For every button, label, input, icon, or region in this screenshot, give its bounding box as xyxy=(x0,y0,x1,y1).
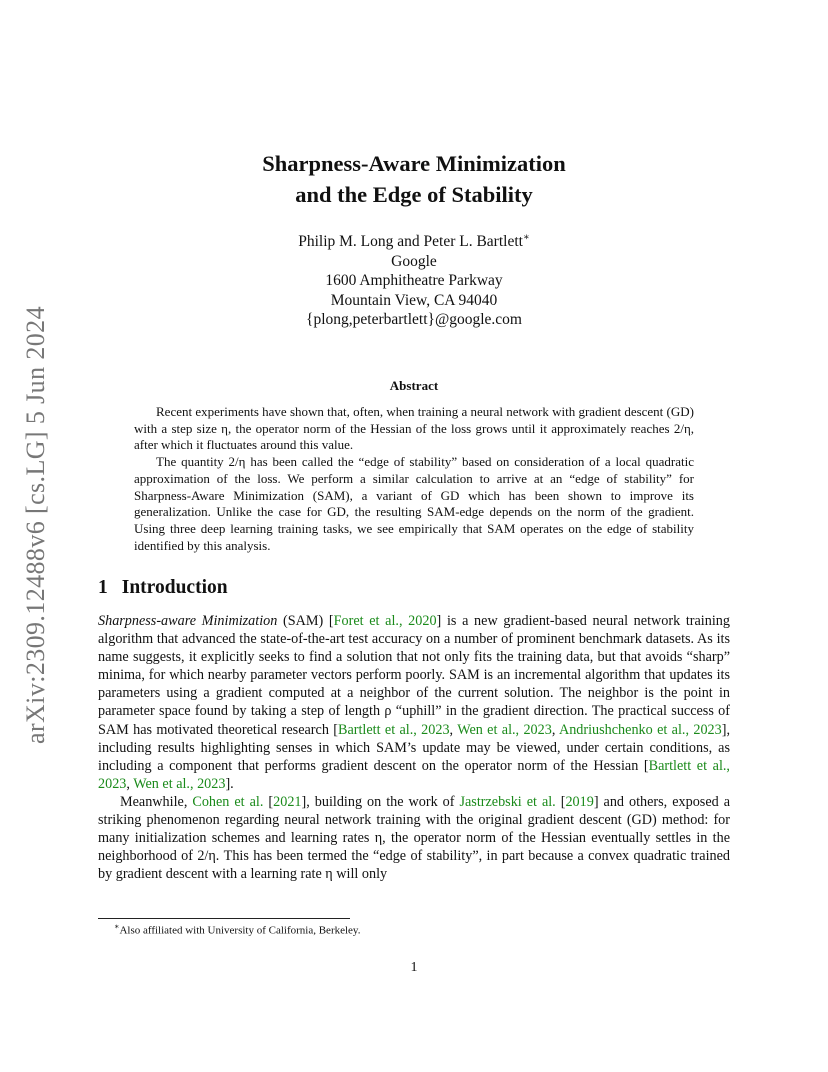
author-names-line xyxy=(100,228,728,252)
intro-paragraph-1 xyxy=(98,612,730,793)
citation-link[interactable]: Jastrzebski et al. xyxy=(459,793,556,810)
text-run: ]. xyxy=(225,775,234,792)
citation-link[interactable]: 2021 xyxy=(273,793,302,810)
title-line-2: and the Edge of Stability xyxy=(295,182,533,207)
text-run: ], including results highlighting senses in which SAM’s update may be viewed, under certain conditions, as including a component that performs gradient descent on the operator norm of the Hessian [ xyxy=(98,721,731,774)
citation-link[interactable]: Wen et al., 2023 xyxy=(133,775,226,792)
text-run: ] is a new gradient-based neural network training algorithm that advanced the state-of-the-art test accuracy on a number of prominent benchmark datasets. As its name suggests, it explicitly seeks to find a solution that not only fits the training data, but that avoids “sharp” minima, for which nearby parameter vectors perform poorly. SAM is an incremental algorithm that updates its parameters using a gradient computed at a neighbor of the current solution. The neighbor is the point in parameter space found by taking a step of length ρ “uphill” in the gradient direction. The practical success of SAM has motivated theoretical research [ xyxy=(98,613,730,738)
abstract-paragraph-1: Recent experiments have shown that, often, when training a neural network with gradient descent (GD) with a step size η, the operator norm of the Hessian of the loss grows until it approximately reaches 2/η, after which it fluctuates around this value. xyxy=(134,404,694,453)
footnote-text: Also affiliated with University of California, Berkeley. xyxy=(119,924,361,937)
footnote-rule xyxy=(98,918,350,919)
citation-link[interactable]: Cohen et al. xyxy=(192,793,264,810)
author-email: {plong,peterbartlett}@google.com xyxy=(306,311,522,329)
text-run: , xyxy=(551,721,559,738)
citation-link[interactable]: Wen et al., 2023 xyxy=(457,721,552,738)
section-number: 1 xyxy=(98,577,108,598)
author-block xyxy=(100,228,728,330)
citation-link[interactable]: Foret et al., 2020 xyxy=(333,613,437,629)
text-run: [ xyxy=(263,793,274,810)
text-run: , xyxy=(126,775,134,792)
section-body xyxy=(98,612,730,883)
text-run: , xyxy=(449,721,458,738)
affiliation: Google xyxy=(391,252,437,270)
abstract-paragraph-2: The quantity 2/η has been called the “edge of stability” based on consideration of a local quadratic approximation of the loss. We perform a similar calculation to arrive at an “edge of stability” for Sharpness-Aware Minimization (SAM), a variant of GD which has been shown to improve its generalization. Unlike the case for GD, the resulting SAM-edge depends on the norm of the gradient. Using three deep learning training tasks, we see empirically that SAM operates on the edge of stability identified by this analysis. xyxy=(134,454,694,553)
section-title: Introduction xyxy=(121,577,228,598)
text-run: ], building on the work of xyxy=(301,793,460,810)
paper-title xyxy=(100,148,728,210)
citation-link[interactable]: 2019 xyxy=(565,793,594,810)
text-run: ] and others, exposed a striking phenomenon regarding neural network training with the original gradient descent (GD) method: for many initialization schemes and learning rates η, the operator norm of the Hessian eventually settles in the neighborhood of 2/η. This has been termed the “edge of stability”, in part because a convex quadratic trained by gradient descent with a learning rate η will only xyxy=(98,793,730,883)
citation-link[interactable]: Bartlett et al., 2023 xyxy=(338,721,450,738)
abstract-body xyxy=(134,404,694,554)
abstract-heading: Abstract xyxy=(389,378,439,393)
term-sam: Sharpness-aware Minimization xyxy=(98,613,278,629)
page-number: 1 xyxy=(410,960,418,975)
title-line-1: Sharpness-Aware Minimization xyxy=(262,151,566,176)
text-run: (SAM) [ xyxy=(277,613,334,629)
footnote xyxy=(114,922,360,937)
text-run: [ xyxy=(555,793,566,810)
author-names: Philip M. Long and Peter L. Bartlett xyxy=(298,233,523,251)
arxiv-id: arXiv:2309.12488v6 [cs.LG] 5 Jun 2024 xyxy=(21,306,50,744)
footnote-mark: ∗ xyxy=(114,922,120,931)
section-heading xyxy=(98,577,228,599)
text-run: Meanwhile, xyxy=(120,793,193,810)
arxiv-sidebar-stamp xyxy=(10,295,62,755)
address-line-2: Mountain View, CA 94040 xyxy=(330,291,498,309)
citation-link[interactable]: Bartlett et al., 2023 xyxy=(98,757,730,792)
citation-link[interactable]: Andriushchenko et al., 2023 xyxy=(558,721,722,738)
address-line-1: 1600 Amphitheatre Parkway xyxy=(325,272,503,290)
intro-paragraph-2 xyxy=(98,793,730,883)
author-footnote-mark: ∗ xyxy=(522,232,530,243)
